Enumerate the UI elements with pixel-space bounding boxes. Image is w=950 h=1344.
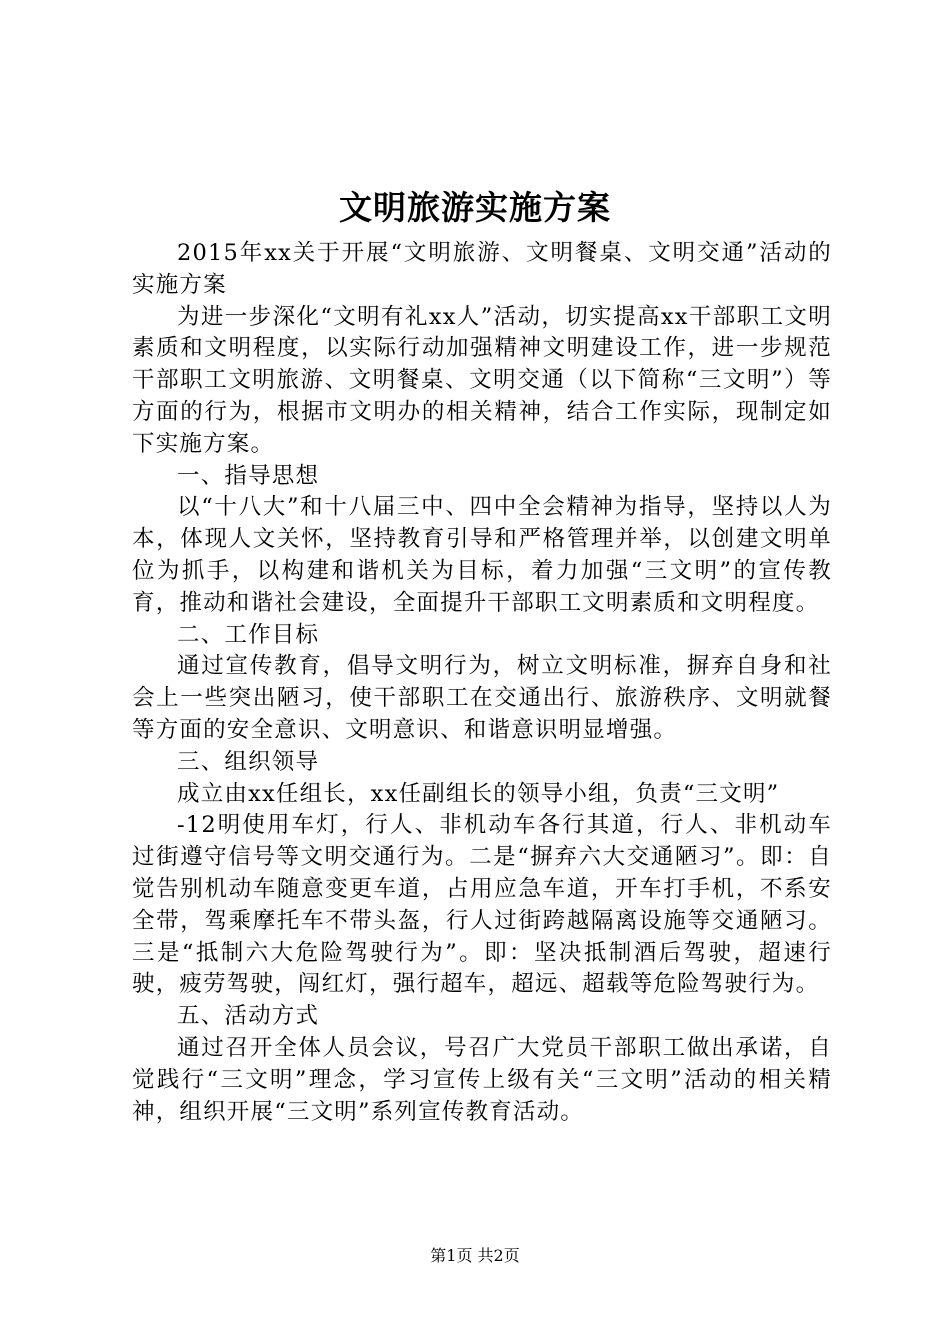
section-heading-work-goals: 二、工作目标	[177, 621, 320, 648]
section-heading-activity-methods: 五、活动方式	[177, 1003, 320, 1030]
document-title: 文明旅游实施方案	[339, 188, 611, 227]
intro-paragraph: 为进一步深化“文明有礼xx人”活动，切实提高xx干部职工文明素质和文明程度，以实际行动加强精神文明建设工作，进一步规范干部职工文明旅游、文明餐桌、文明交通（以下简称“三文明”）等方面的行为，根据市文明办的相关精神，结合工作实际，现制定如下实施方案。	[132, 303, 832, 457]
leadership-paragraph: 成立由xx任组长，xx任副组长的领导小组，负责“三文明”	[177, 780, 780, 807]
subtitle-paragraph: 2015年xx关于开展“文明旅游、文明餐桌、文明交通”活动的实施方案	[132, 240, 832, 298]
traffic-behavior-paragraph: -12明使用车灯，行人、非机动车各行其道，行人、非机动车过街遵守信号等文明交通行为。二是“摒弃六大交通陋习”。即：自觉告别机动车随意变更车道，占用应急车道，开车打手机，不系安全带，驾乘摩托车不带头盔，行人过街跨越隔离设施等交通陋习。三是“抵制六大危险驾驶行为”。即：坚决抵制酒后驾驶，超速行驶，疲劳驾驶，闯红灯，强行超车，超远、超载等危险驾驶行为。	[132, 812, 832, 998]
work-goals-paragraph: 通过宣传教育，倡导文明行为，树立文明标准，摒弃自身和社会上一些突出陋习，使干部职工在交通出行、旅游秩序、文明就餐等方面的安全意识、文明意识、和谐意识明显增强。	[132, 653, 832, 743]
page-footer: 第1页 共2页	[430, 1246, 520, 1265]
section-heading-leadership: 三、组织领导	[177, 748, 320, 775]
guiding-ideology-paragraph: 以“十八大”和十八届三中、四中全会精神为指导，坚持以人为本，体现人文关怀，坚持教育引导和严格管理并举，以创建文明单位为抓手，以构建和谐机关为目标，着力加强“三文明”的宣传教育，推动和谐社会建设，全面提升干部职工文明素质和文明程度。	[132, 494, 832, 616]
document-body	[132, 238, 832, 1128]
activity-methods-paragraph: 通过召开全体人员会议，号召广大党员干部职工做出承诺，自觉践行“三文明”理念，学习宣传上级有关“三文明”活动的相关精神，组织开展“三文明”系列宣传教育活动。	[132, 1034, 832, 1125]
section-heading-guiding-ideology: 一、指导思想	[177, 462, 320, 489]
